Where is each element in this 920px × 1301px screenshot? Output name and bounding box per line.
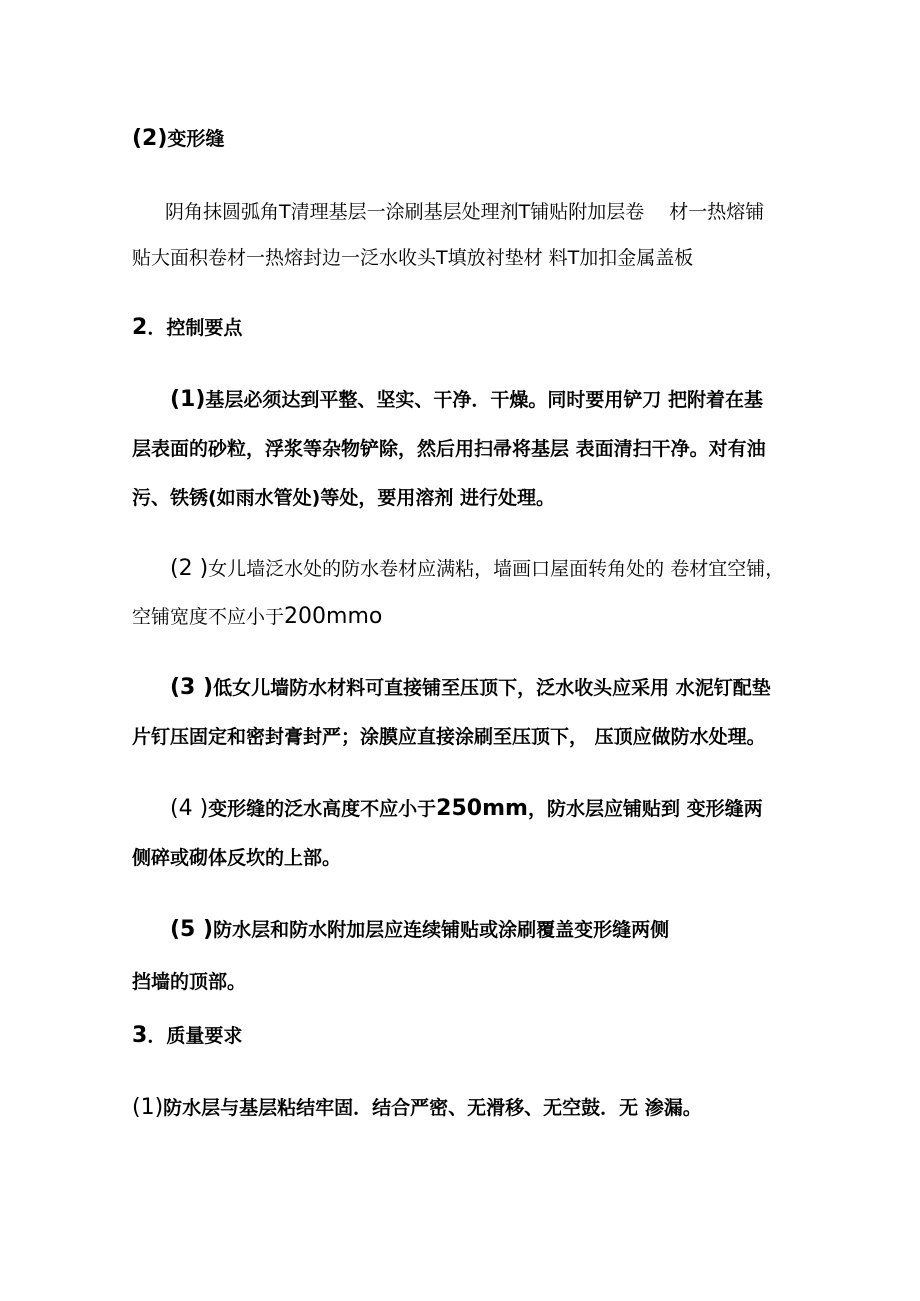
item-number: (1) <box>170 387 206 412</box>
item-text-end: o <box>368 604 383 629</box>
heading-text: 变形缝 <box>167 128 225 150</box>
section-control-points <box>132 316 242 340</box>
item-4-line-2: 侧碎或砌体反坎的上部。 <box>132 847 342 869</box>
item-number: (5 ) <box>170 917 214 942</box>
flow-paragraph-line-2: 贴大面积卷材一热熔封边一泛水收头T填放衬垫材 料T加扣金属盖板 <box>132 247 694 269</box>
item-text: 女儿墙泛水处的防水卷材应满粘，墙画口屋面转角处的 卷材宜空铺， <box>208 558 785 580</box>
item-text: 低女儿墙防水材料可直接铺至压顶下，泛水收头应采用 水泥钉配垫 <box>213 677 771 699</box>
item-text: 变形缝的泛水高度不应小于 <box>208 798 437 820</box>
item-1-line-2: 层表面的砂粒，浮浆等杂物铲除，然后用扫帚将基层 表面清扫干净。对有油 <box>132 438 766 460</box>
item-2-line-1 <box>170 557 784 581</box>
item-1-line-1 <box>170 388 763 412</box>
item-number: (3 ) <box>170 675 214 700</box>
section-number: 3 <box>132 1023 148 1048</box>
heading-deformation-joint <box>132 127 224 151</box>
section-number: 2 <box>132 315 148 340</box>
measurement-value: 200mm <box>284 604 369 629</box>
item-4-line-1 <box>170 797 763 821</box>
item-3-line-1 <box>170 676 771 700</box>
item-text: 空铺宽度不应小于 <box>132 606 285 628</box>
item-text: 防水层和防水附加层应连续铺贴或涂刷覆盖变形缝两侧 <box>213 919 670 941</box>
item-text-end: ，防水层应铺贴到 变形缝两 <box>527 798 763 820</box>
item-5-line-1 <box>170 918 669 942</box>
flow-paragraph-line-1: 阴角抹圆弧角T清理基层一涂刷基层处理剂T铺贴附加层卷 材一热熔铺 <box>165 201 765 223</box>
section-quality-requirements <box>132 1024 242 1048</box>
section-text: ．控制要点 <box>147 317 243 339</box>
item-3-line-2: 片钉压固定和密封膏封严；涂膜应直接涂刷至压顶下， 压顶应做防水处理。 <box>132 726 766 748</box>
item-number: (4 ) <box>170 796 209 821</box>
item-number: (2 ) <box>170 556 209 581</box>
item-2-line-2 <box>132 605 382 629</box>
item-1-line-3: 污、铁锈(如雨水管处)等处，要用溶剂 进行处理。 <box>132 487 555 509</box>
item-text: 基层必须达到平整、坚实、干净．干燥。同时要用铲刀 把附着在基 <box>205 389 764 411</box>
measurement-value: 250mm <box>436 796 528 821</box>
item-5-line-2: 挡墙的顶部。 <box>132 971 247 993</box>
heading-number: (2) <box>132 126 168 151</box>
item-number: (1) <box>132 1095 164 1120</box>
item-text: 防水层与基层粘结牢固．结合严密、无滑移、无空鼓．无 渗漏。 <box>163 1097 702 1119</box>
quality-item-1 <box>132 1096 702 1120</box>
section-text: ．质量要求 <box>147 1025 243 1047</box>
